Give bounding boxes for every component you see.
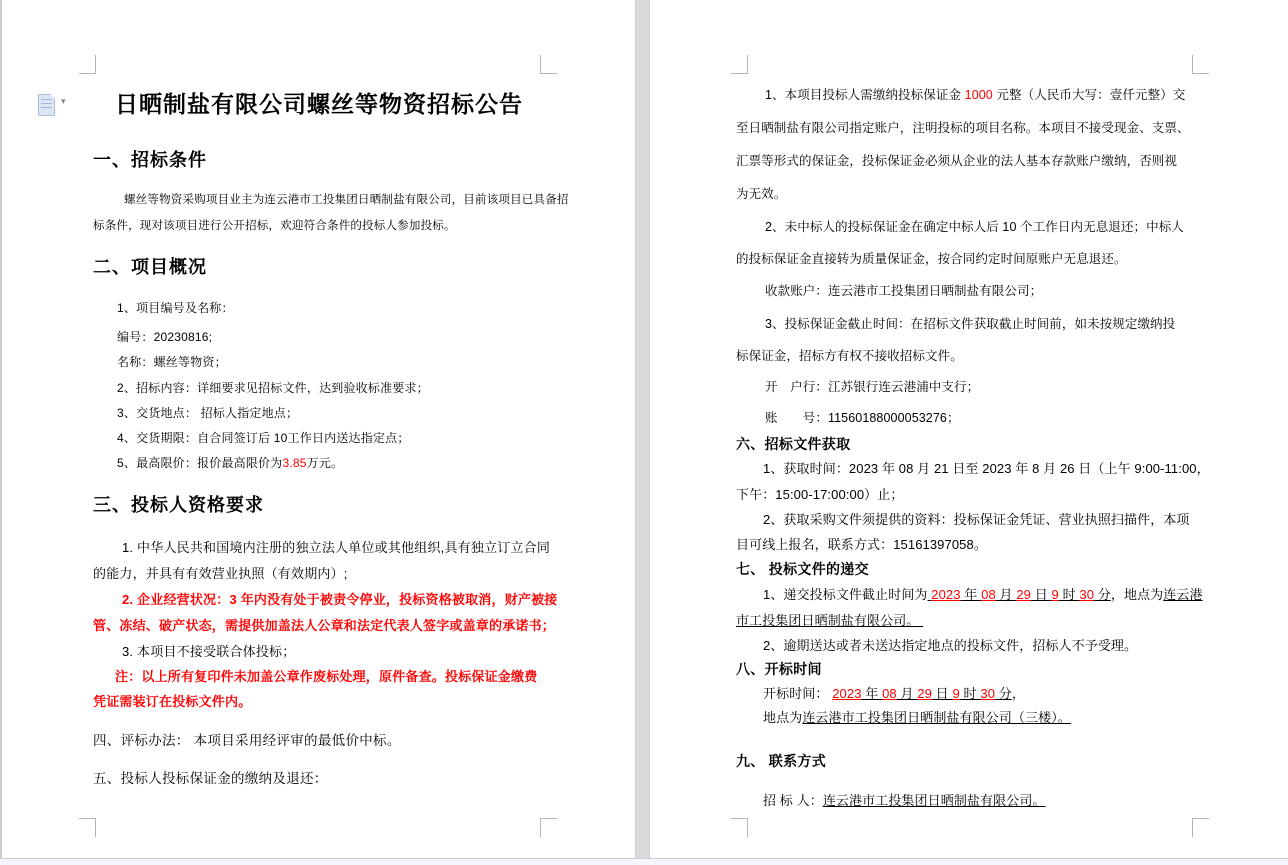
section-heading-7: 七、 投标文件的递交 (736, 561, 869, 577)
text-line: 收款账户：连云港市工投集团日晒制盐有限公司； (765, 284, 1043, 298)
text-line: 2. 企业经营状况：3 年内没有处于被责令停业，投标资格被取消，财产被接 (122, 592, 558, 607)
text-line: 4、交货期限：自合同签订后 10工作日内送达指定点； (117, 431, 410, 445)
text-line: 螺丝等物资采购项目业主为连云港市工投集团日晒制盐有限公司，目前该项目已具备招 (124, 194, 569, 206)
section-heading-9: 九、 联系方式 (736, 753, 826, 769)
text-line: 开标时间： 2023 年 08 月 29 日 9 时 30 分， (763, 686, 1025, 701)
text-line: 5、最高限价：报价最高限价为3.85万元。 (117, 456, 344, 470)
margin-crop-mark (1192, 818, 1209, 837)
text-line: 凭证需装订在投标文件内。 (93, 694, 252, 709)
window-left-edge (0, 0, 2, 858)
page-2[interactable] (650, 0, 1288, 858)
section-heading-1: 一、招标条件 (93, 150, 207, 170)
text-line: 2、逾期送达或者未送达指定地点的投标文件，招标人不予受理。 (763, 638, 1138, 653)
text-line: 3、投标保证金截止时间：在招标文件获取截止时间前，如未按规定缴纳投 (765, 317, 1176, 331)
text-line: 地点为连云港市工投集团日晒制盐有限公司（三楼）。 (763, 710, 1071, 725)
text-line: 3、交货地点： 招标人指定地点； (117, 406, 299, 420)
margin-crop-mark (731, 55, 748, 74)
text-line: 账 号：11560188000053276； (765, 411, 960, 425)
text-line: 1、递交投标文件截止时间为 2023 年 08 月 29 日 9 时 30 分，地点为连云港 (763, 587, 1203, 602)
text-line: 招 标 人：连云港市工投集团日晒制盐有限公司。 (763, 793, 1046, 808)
text-line: 标保证金，招标方有权不接收招标文件。 (736, 349, 963, 363)
horizontal-scrollbar-track[interactable] (0, 858, 1288, 865)
chevron-down-icon: ▾ (61, 96, 66, 106)
section-heading-2: 二、项目概况 (93, 257, 207, 277)
text-line: 下午：15:00-17:00:00）止； (736, 487, 904, 502)
page-divider (635, 0, 650, 858)
section-heading-3: 三、投标人资格要求 (93, 495, 264, 515)
text-line: 3. 本项目不接受联合体投标； (122, 644, 296, 659)
text-line: 2、未中标人的投标保证金在确定中标人后 10 个工作日内无息退还；中标人 (765, 220, 1184, 234)
section-heading-4: 四、评标办法： 本项目采用经评审的最低价中标。 (93, 733, 401, 748)
margin-crop-mark (540, 818, 557, 837)
text-line: 的能力，并具有有效营业执照（有效期内）; (93, 566, 348, 581)
document-title: 日晒制盐有限公司螺丝等物资招标公告 (115, 91, 523, 117)
text-line: 开 户行：江苏银行连云港浦中支行； (765, 380, 980, 394)
text-line: 注：以上所有复印件未加盖公章作废标处理，原件备查。投标保证金缴费 (115, 669, 538, 684)
margin-crop-mark (540, 55, 557, 74)
text-line: 1、获取时间：2023 年 08 月 21 日至 2023 年 8 月 26 日（上午 9:00-11:00， (763, 461, 1210, 476)
text-line: 为无效。 (736, 187, 787, 201)
section-heading-6: 六、招标文件获取 (736, 436, 851, 452)
text-line: 1. 中华人民共和国境内注册的独立法人单位或其他组织,具有独立订立合同 (122, 540, 551, 555)
margin-crop-mark (79, 818, 96, 837)
page-1[interactable] (3, 0, 635, 858)
text-line: 标条件，现对该项目进行公开招标，欢迎符合条件的投标人参加投标。 (93, 220, 456, 232)
text-line: 2、招标内容：详细要求见招标文件，达到验收标准要求； (117, 381, 429, 395)
text-line: 编号：20230816; (117, 330, 213, 344)
section-heading-5: 五、投标人投标保证金的缴纳及退还： (93, 771, 328, 786)
text-line: 2、获取采购文件须提供的资料：投标保证金凭证、营业执照扫描件，本项 (763, 512, 1190, 527)
text-line: 目可线上报名，联系方式：15161397058。 (736, 537, 987, 552)
text-line: 1、本项目投标人需缴纳投标保证金 1000 元整（人民币大写：壹仟元整）交 (765, 88, 1186, 102)
text-line: 名称：螺丝等物资； (117, 355, 227, 369)
text-line: 管、冻结、破产状态，需提供加盖法人公章和法定代表人签字或盖章的承诺书； (93, 618, 556, 633)
margin-crop-mark (79, 55, 96, 74)
margin-crop-mark (731, 818, 748, 837)
margin-crop-mark (1192, 55, 1209, 74)
section-heading-8: 八、开标时间 (736, 661, 822, 677)
text-line: 市工投集团日晒制盐有限公司。 (736, 613, 924, 628)
text-line: 汇票等形式的保证金，投标保证金必须从企业的法人基本存款账户缴纳，否则视 (736, 154, 1178, 168)
text-line: 的投标保证金直接转为质量保证金，按合同约定时间原账户无息退还。 (736, 252, 1127, 266)
text-line: 1、项目编号及名称： (117, 301, 234, 315)
text-line: 至日晒制盐有限公司指定账户，注明投标的项目名称。本项目不接受现金、支票、 (736, 121, 1190, 135)
